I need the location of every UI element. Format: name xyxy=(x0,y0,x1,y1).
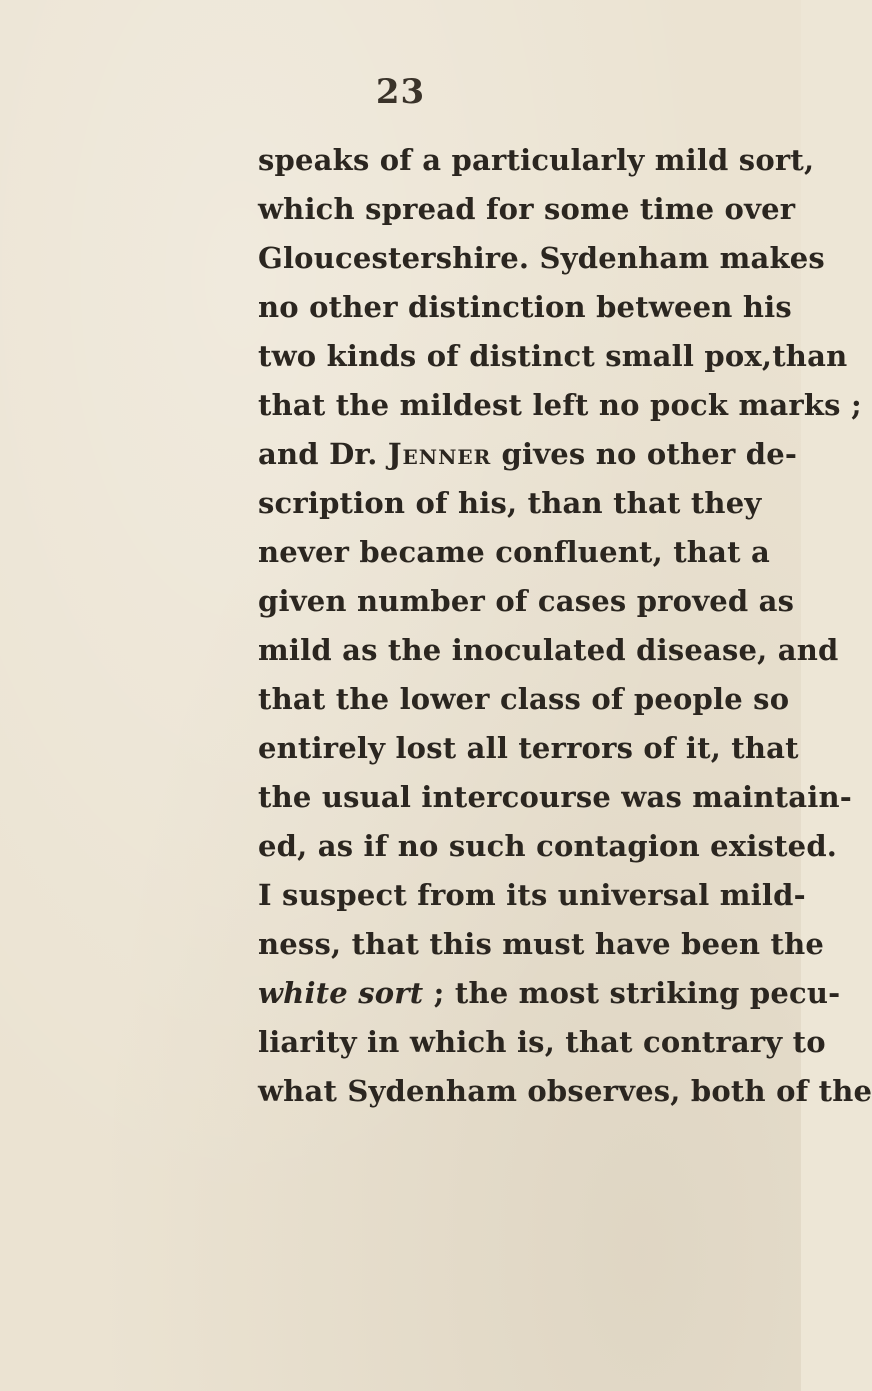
text-line: that the lower class of people so xyxy=(258,682,790,716)
text-line: liarity in which is, that contrary to xyxy=(258,1025,826,1059)
text-line xyxy=(258,969,841,1018)
text-line xyxy=(258,430,798,479)
text-line: speaks of a particularly mild sort, xyxy=(258,143,815,177)
text-line: never became confluent, that a xyxy=(258,535,770,569)
text-line: Gloucestershire. Sydenham makes xyxy=(258,241,825,275)
body-text xyxy=(258,136,872,1116)
text-line: given number of cases proved as xyxy=(258,584,795,618)
text-line: the usual intercourse was maintain- xyxy=(258,780,852,814)
text-line: ness, that this must have been the xyxy=(258,927,825,961)
title-abbreviation: Dr. xyxy=(329,437,388,471)
italic-term: white sort xyxy=(258,976,424,1010)
text-segment: ; the most striking pecu- xyxy=(423,976,841,1010)
author-name: Jenner xyxy=(387,437,492,471)
text-line: mild as the inoculated disease, and xyxy=(258,633,839,667)
text-line: no other distinction between his xyxy=(258,290,792,324)
page-number: 23 xyxy=(375,72,426,112)
text-line: ed, as if no such contagion existed. xyxy=(258,829,838,863)
text-line: I suspect from its universal mild- xyxy=(258,878,806,912)
text-line: which spread for some time over xyxy=(258,192,796,226)
text-line: scription of his, than that they xyxy=(258,486,762,520)
text-line: two kinds of distinct small pox,than xyxy=(258,339,848,373)
text-segment: gives no other de- xyxy=(491,437,798,471)
text-line: entirely lost all terrors of it, that xyxy=(258,731,799,765)
text-segment: and xyxy=(258,437,330,471)
text-line: what Sydenham observes, both of the xyxy=(258,1074,872,1108)
text-line: that the mildest left no pock marks ; xyxy=(258,388,862,422)
